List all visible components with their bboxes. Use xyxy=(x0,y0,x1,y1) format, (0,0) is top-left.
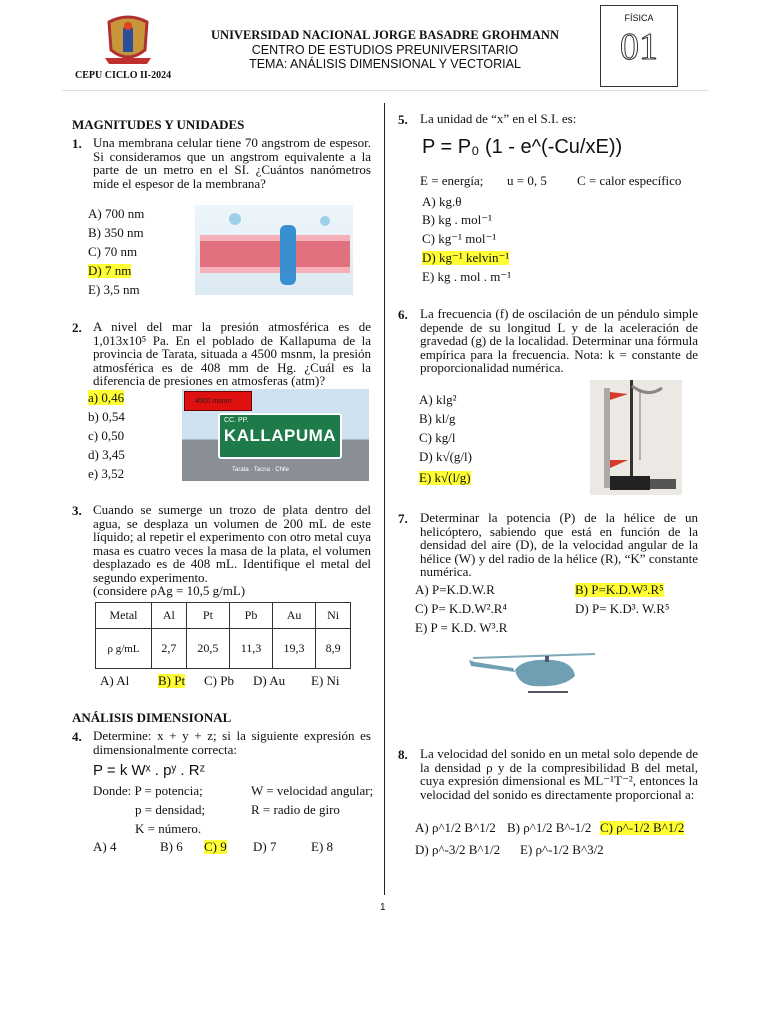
section-title: ANÁLISIS DIMENSIONAL xyxy=(72,710,232,725)
question-number: 2. xyxy=(72,320,82,335)
question-7-text: Determinar la potencia (P) de la hélice de un helicóptero, sabiendo que está en función de la densidad del aire (D), de la velocidad angular de la hélice (W) y del radio de la hélice (R), “K” constante numérica. xyxy=(420,510,698,579)
metal-density-table xyxy=(95,602,351,669)
option[interactable]: A) kg.θ xyxy=(422,194,462,209)
subject-label: FÍSICA xyxy=(624,13,654,23)
option[interactable]: A) ρ^1/2 B^1/2 xyxy=(415,820,496,835)
page-number: 1 xyxy=(380,902,386,913)
where-text: R = radio de giro xyxy=(251,802,340,817)
sign-footer: Tarata · Tacna · Chile xyxy=(232,467,289,473)
sheet-number: 01 xyxy=(620,26,658,68)
option[interactable]: e) 3,52 xyxy=(88,466,125,481)
column-divider xyxy=(384,103,385,895)
option[interactable]: C) 70 nm xyxy=(88,244,138,259)
table-cell: 8,9 xyxy=(316,629,351,669)
table-cell: 19,3 xyxy=(272,629,315,669)
option[interactable]: D) ρ^-3/2 B^1/2 xyxy=(415,842,501,857)
option-correct[interactable]: C) ρ^-1/2 B^1/2 xyxy=(600,820,685,835)
question-5-formula: P = P₀ (1 - e^(-Cu/xE)) xyxy=(422,136,623,158)
question-4-text: Determine: x + y + z; si la siguiente expresión es dimensionalmente correcta: xyxy=(93,728,371,757)
option[interactable]: B) kg . mol⁻¹ xyxy=(422,212,492,227)
sign-name: KALLAPUMA xyxy=(223,426,337,445)
helicopter-image xyxy=(463,640,603,719)
option-correct[interactable] xyxy=(88,391,124,405)
question-4-formula: P = k Wˣ . pʸ . Rᶻ xyxy=(93,762,205,779)
university-name: UNIVERSIDAD NACIONAL JORGE BASADRE GROHMANN xyxy=(211,28,559,42)
question-1-text: Una membrana celular tiene 70 angstrom de espesor. Si consideramos que un angstrom equivalente a la parte de un metro en el SI. ¿Cuántos nanómetros mide el espesor de la membrana? xyxy=(93,135,371,191)
option-text: a) 0,46 xyxy=(88,390,125,405)
option[interactable]: C) kg/l xyxy=(419,430,456,445)
table-header: Ni xyxy=(316,603,351,629)
question-3-note: (considere ρAg = 10,5 g/mL) xyxy=(93,583,246,598)
university-logo xyxy=(103,14,153,66)
option-correct[interactable]: C) 9 xyxy=(204,839,227,854)
option[interactable]: E) 8 xyxy=(311,839,334,854)
question-number: 7. xyxy=(398,511,408,526)
option[interactable]: A) Al xyxy=(100,673,130,688)
option[interactable]: B) 350 nm xyxy=(88,225,144,240)
table-header: Au xyxy=(272,603,315,629)
table-header: Pb xyxy=(230,603,273,629)
question-3-text: Cuando se sumerge un trozo de plata dentro del agua, se desplaza un volumen de 200 mL de este líquido; al repetir el experimento con otro metal cuya masa es cuatro veces la masa de la plata, el volumen desplazado es de 408 mL. Identifique el metal del segundo experimento. xyxy=(93,502,371,585)
question-number: 4. xyxy=(72,729,82,744)
question-8-text: La velocidad del sonido en un metal solo depende de la densidad ρ y de la compresibilidad B del metal, cuya expresión dimensional es ML⁻¹T⁻², entonces la velocidad del sonido es directamente proporcional a: xyxy=(420,746,698,802)
option[interactable]: D) Au xyxy=(253,673,286,688)
membrane-image xyxy=(195,205,353,295)
option[interactable]: A) P=K.D.W.R xyxy=(415,582,495,597)
kallapuma-sign-image xyxy=(182,389,369,481)
table-row-label: ρ g/mL xyxy=(96,629,152,669)
subject-box xyxy=(600,5,678,87)
cycle-label: CEPU CICLO II-2024 xyxy=(75,70,172,81)
option[interactable]: E) kg . mol . m⁻¹ xyxy=(422,269,512,284)
table-header: Pt xyxy=(186,603,229,629)
option[interactable]: d) 3,45 xyxy=(88,447,125,462)
option[interactable]: E) ρ^-1/2 B^3/2 xyxy=(520,842,604,857)
option[interactable]: E) P = K.D. W³.R xyxy=(415,620,508,635)
table-cell: 20,5 xyxy=(186,629,229,669)
option-correct[interactable]: D) 7 nm xyxy=(88,263,132,278)
option[interactable]: A) klg² xyxy=(419,392,457,407)
option[interactable]: C) P= K.D.W².R⁴ xyxy=(415,601,507,616)
option-correct[interactable]: B) Pt xyxy=(158,673,186,688)
question-number: 5. xyxy=(398,112,408,127)
option-correct[interactable]: B) P=K.D.W³.R⁵ xyxy=(575,582,664,597)
where-text: W = velocidad angular; xyxy=(251,783,374,798)
option[interactable]: B) kl/g xyxy=(419,411,456,426)
question-number: 8. xyxy=(398,747,408,762)
option[interactable]: C) Pb xyxy=(204,673,234,688)
where-text: p = densidad; xyxy=(135,802,206,817)
topic-title: TEMA: ANÁLISIS DIMENSIONAL Y VECTORIAL xyxy=(249,57,521,71)
variable-text: C = calor específico xyxy=(577,173,682,188)
question-6-text: La frecuencia (f) de oscilación de un péndulo simple depende de su longitud L y de la aceleración de gravedad (g) de la localidad. Determinar una fórmula empírica para la frecuencia. Nota: k = constante de proporcionalidad numérica. xyxy=(420,306,698,375)
pendulum-image xyxy=(590,380,682,495)
center-name: CENTRO DE ESTUDIOS PREUNIVERSITARIO xyxy=(251,42,519,57)
table-cell: 11,3 xyxy=(230,629,273,669)
option[interactable]: D) P= K.D³. W.R⁵ xyxy=(575,601,670,616)
question-2-text: A nivel del mar la presión atmosférica es de 1,013x10⁵ Pa. En el poblado de Kallapuma de la provincia de Tarata, situada a 4500 msnm, la presión atmosférica es de 408 mm de Hg. ¿Cuál es la diferencia de presiones en atmosferas (atm)? xyxy=(93,319,371,388)
option[interactable]: E) 3,5 nm xyxy=(88,282,140,297)
question-number: 1. xyxy=(72,136,82,151)
option[interactable]: A) 700 nm xyxy=(88,206,145,221)
option[interactable]: C) kg⁻¹ mol⁻¹ xyxy=(422,231,497,246)
option[interactable]: B) 6 xyxy=(160,839,183,854)
variable-text: u = 0, 5 xyxy=(507,173,547,188)
question-5-text: La unidad de “x” en el S.I. es: xyxy=(420,111,577,126)
option[interactable]: E) Ni xyxy=(311,673,340,688)
option[interactable]: D) k√(g/l) xyxy=(419,449,472,464)
table-cell: 2,7 xyxy=(152,629,187,669)
where-text: K = número. xyxy=(135,821,202,836)
where-text: Donde: P = potencia; xyxy=(93,783,203,798)
altitude-badge: 4500 msnm xyxy=(184,391,252,411)
sign-code: CC. PP. xyxy=(224,417,249,424)
header-divider xyxy=(62,90,708,91)
question-number: 3. xyxy=(72,503,82,518)
option[interactable]: c) 0,50 xyxy=(88,428,125,443)
option-correct[interactable]: D) kg⁻¹ kelvin⁻¹ xyxy=(422,250,510,265)
variable-text: E = energía; xyxy=(420,173,484,188)
option[interactable]: D) 7 xyxy=(253,839,277,854)
option[interactable]: A) 4 xyxy=(93,839,117,854)
section-title: MAGNITUDES Y UNIDADES xyxy=(72,117,245,132)
option-correct[interactable]: E) k√(l/g) xyxy=(419,470,471,485)
option[interactable]: b) 0,54 xyxy=(88,409,125,424)
option[interactable]: B) ρ^1/2 B^-1/2 xyxy=(507,820,592,835)
question-number: 6. xyxy=(398,307,408,322)
table-header: Al xyxy=(152,603,187,629)
table-header: Metal xyxy=(96,603,152,629)
